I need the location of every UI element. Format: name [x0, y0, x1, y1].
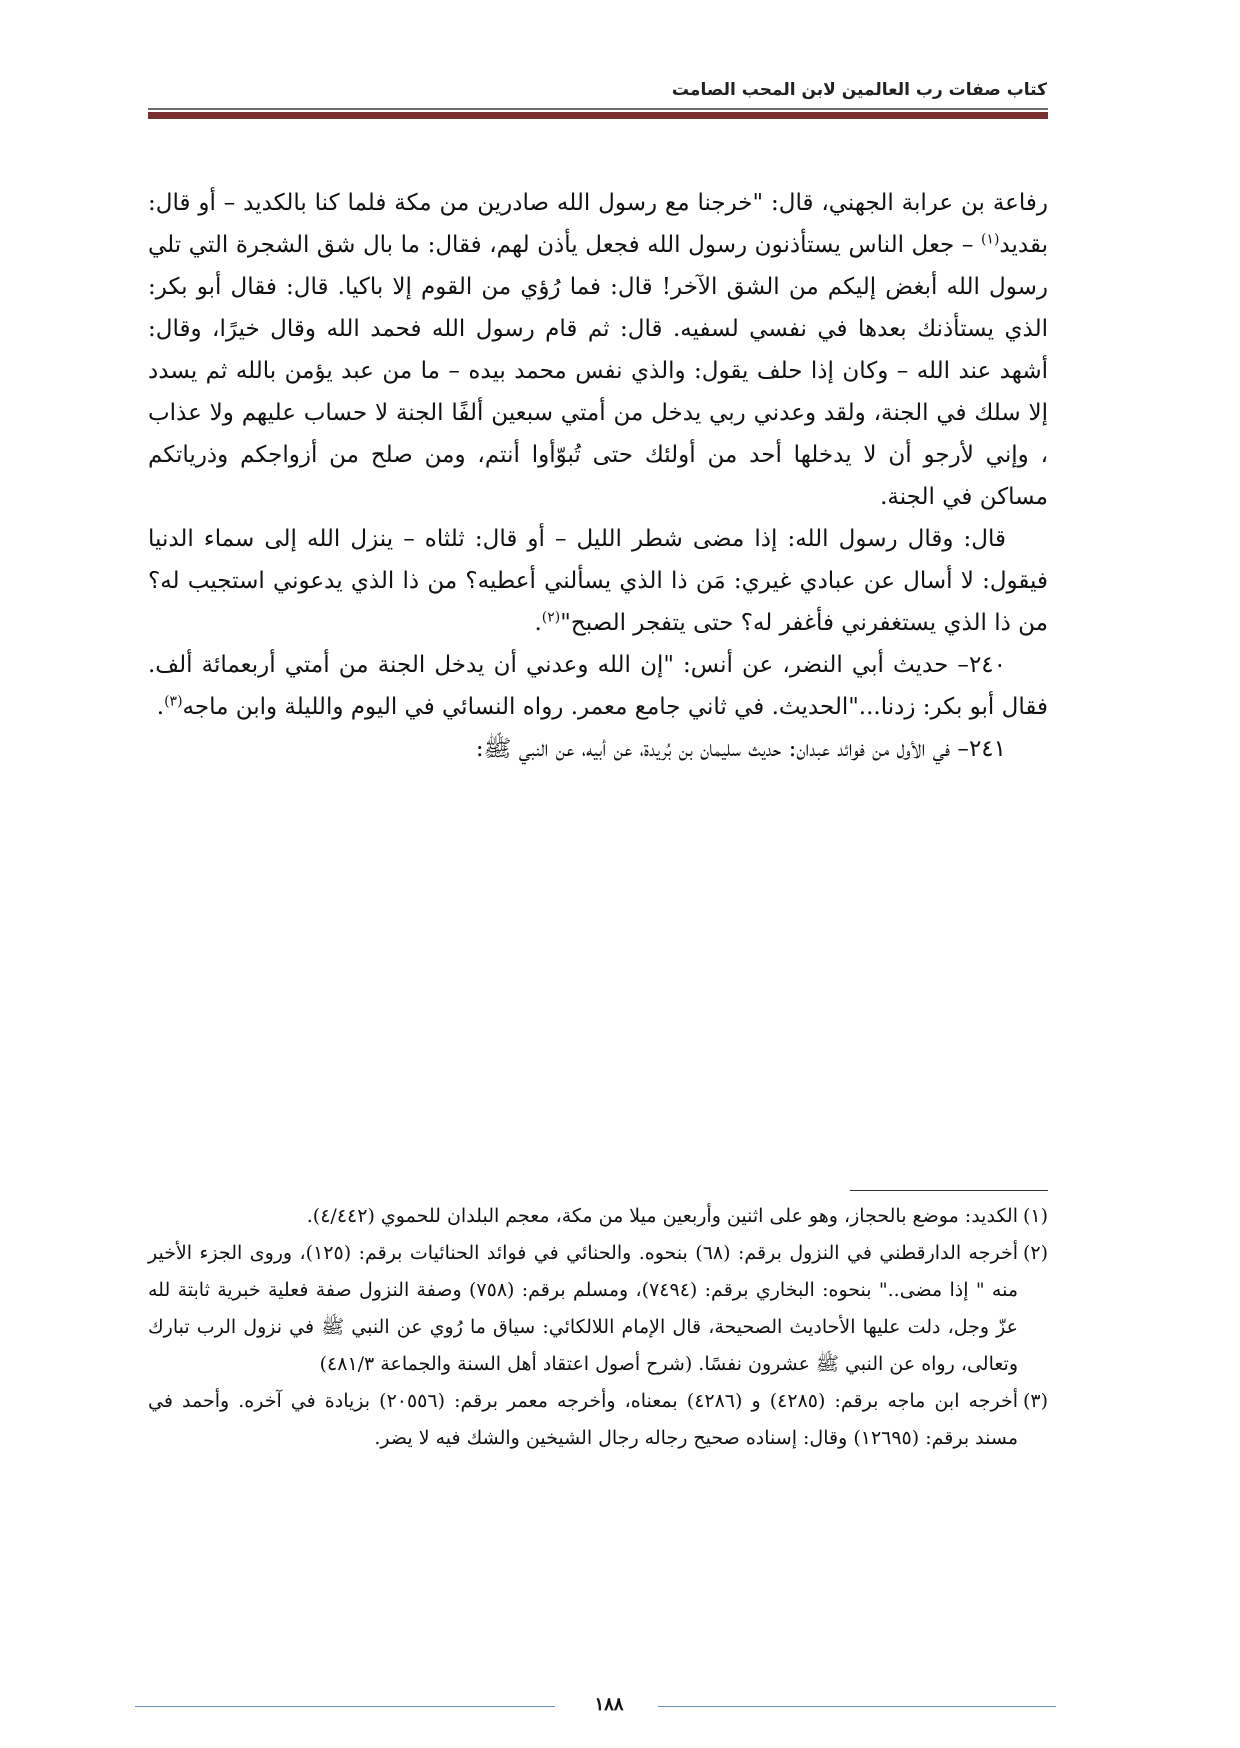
footnote-3 — [148, 1383, 1048, 1457]
footnote-2-text: أخرجه الدارقطني في النزول برقم: (٦٨) بنحوه. والحنائي في فوائد الحنائيات برقم: (١٢٥)، وروى الجزء الأخير منه " إذا مضى.." بنحوه: البخاري برقم: (٧٤٩٤)، ومسلم برقم: (٧٥٨) وصفة النزول صفة فعلية خبرية ثابتة لله عزّ وجل، دلت عليها الأحاديث الصحيحة، قال الإمام اللالكائي: سياق ما رُوي عن النبي ﷺ في نزول الرب تبارك وتعالى، رواه عن النبي ﷺ عشرون نفسًا. (شرح أصول اعتقاد أهل السنة والجماعة ٤٨١/٣) — [148, 1242, 1018, 1375]
page-number: ١٨٨ — [594, 1694, 624, 1715]
footnote-1-text: الكديد: موضع بالحجاز، وهو على اثنين وأربعين ميلا من مكة، معجم البلدان للحموي (٤/٤٤٢). — [306, 1205, 1018, 1227]
footnote-3-number: (٣) — [1022, 1390, 1048, 1412]
paragraph-4: ٢٤١– في الأول من فوائد عبدان: حديث سليمان بن بُريدة، عن أبيه، عن النبي ﷺ: — [475, 736, 1006, 762]
footnote-ref-2: (٢) — [541, 609, 561, 626]
paragraph-3-text-a: ٢٤٠– حديث أبي النضر، عن أنس: "إن الله وعدني أن يدخل الجنة من أمتي أربعمائة ألف. فقال أبو بكر: زدنا..."الحديث. في ثاني جامع معمر. رواه النسائي في اليوم والليلة وابن ماجه — [148, 652, 1048, 720]
footnote-2-number: (٢) — [1022, 1242, 1048, 1264]
paragraph-1-text-b: – جعل الناس يستأذنون رسول الله فجعل يأذن لهم، فقال: ما بال شق الشجرة التي تلي رسول الله أبغض إليكم من الشق الآخر! قال: فما رُؤي من القوم إلا باكيا. قال: فقال أبو بكر: الذي يستأذنك بعدها في نفسي لسفيه. قال: ثم قام رسول الله فحمد الله وقال خيرًا، وقال: أشهد عند الله – وكان إذا حلف يقول: والذي نفس محمد بيده – ما من عبد يؤمن بالله ثم يسدد إلا سلك في الجنة، ولقد وعدني ربي يدخل من أمتي سبعين ألفًا الجنة لا حساب عليهم ولا عذاب ، وإني لأرجو أن لا يدخلها أحد من أولئك حتى تُبوّأوا أنتم، ومن صلح من أزواجكم وذرياتكم مساكن في الجنة. — [148, 232, 1048, 510]
footnote-separator — [850, 1190, 1048, 1191]
paragraph-2 — [148, 518, 1048, 644]
paragraph-1 — [148, 182, 1048, 518]
paragraph-3-text-b: . — [156, 694, 165, 720]
footnote-3-text: أخرجه ابن ماجه برقم: (٤٢٨٥) و (٤٢٨٦) بمعناه، وأخرجه معمر برقم: (٢٠٥٥٦) بزيادة في آخره. وأحمد في مسند برقم: (١٢٦٩٥) وقال: إسناده صحيح رجاله رجال الشيخين والشك فيه لا يضر. — [148, 1390, 1018, 1449]
header-rule-thick — [148, 112, 1048, 119]
main-text — [148, 182, 1048, 770]
footnote-2 — [148, 1235, 1048, 1383]
footer-rule-right — [658, 1706, 1056, 1707]
footnote-ref-1: (١) — [980, 231, 1000, 248]
footer-rule-left — [135, 1706, 555, 1707]
paragraph-2-text-a: قال: وقال رسول الله: إذا مضى شطر الليل – أو قال: ثلثاه – ينزل الله إلى سماء الدنيا فيقول: لا أسال عن عبادي غيري: مَن ذا الذي يسألني أعطيه؟ من ذا الذي يدعوني استجيب له؟ من ذا الذي يستغفرني فأغفر له؟ حتى يتفجر الصبح" — [148, 526, 1048, 636]
footnote-ref-3: (٣) — [164, 693, 183, 710]
running-header-title: كتاب صفات رب العالمين لابن المحب الصامت — [671, 80, 1047, 100]
footnote-1-number: (١) — [1022, 1205, 1048, 1227]
footnotes — [148, 1198, 1048, 1457]
paragraph-3 — [148, 644, 1048, 728]
paragraph-2-text-b: . — [534, 610, 542, 636]
paragraph-1-text-a: رفاعة بن عرابة الجهني، قال: "خرجنا مع رسول الله صادرين من مكة فلما كنا بالكديد – أو قال: بقديد — [148, 190, 1048, 258]
footnote-1 — [148, 1198, 1048, 1235]
header-rule-thin — [148, 108, 1048, 110]
